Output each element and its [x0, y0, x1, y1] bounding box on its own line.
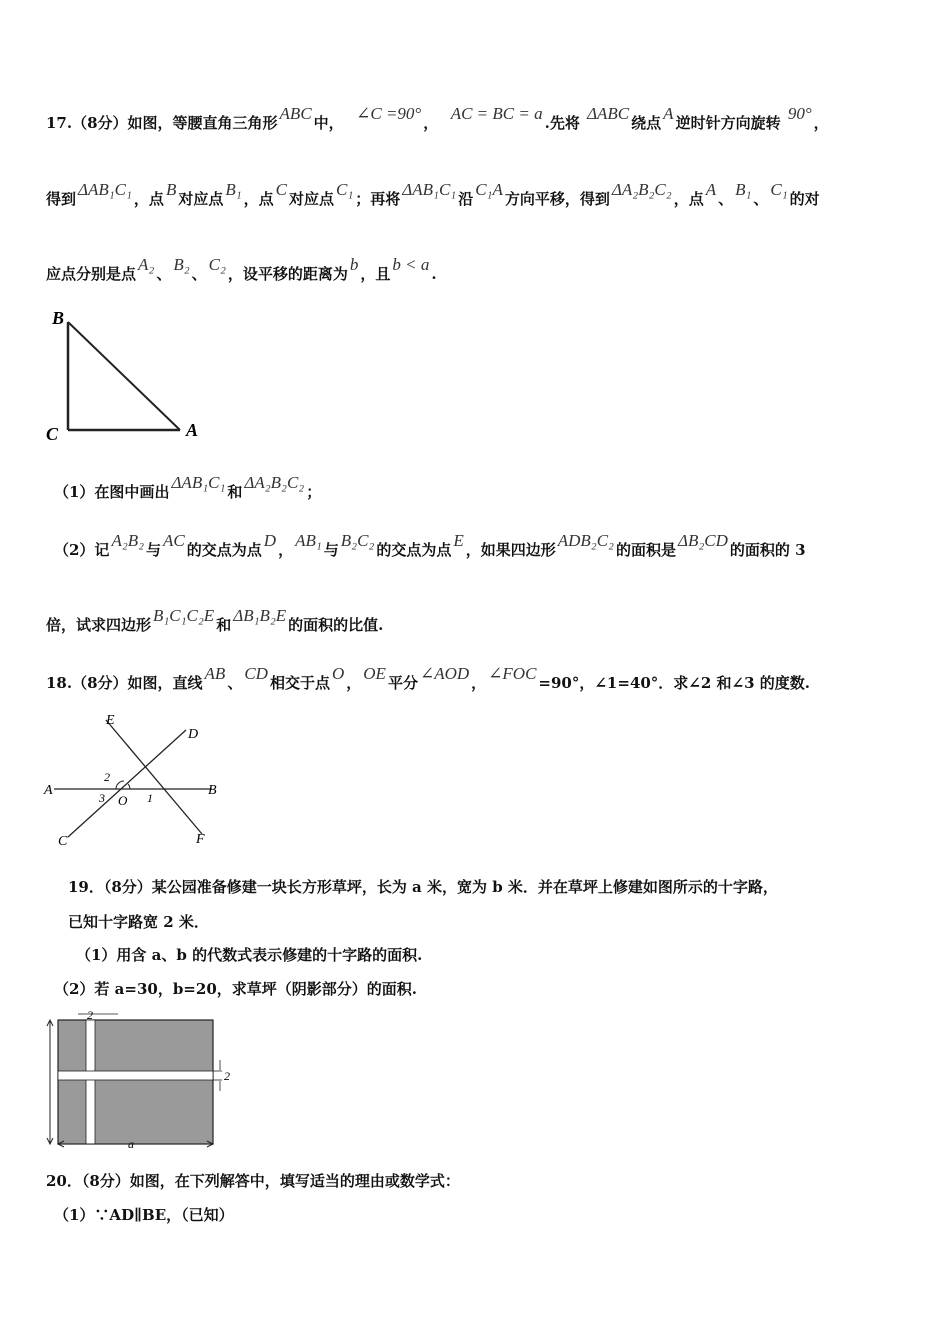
- q19-line1: 19．（8分）某公园准备修建一块长方形草坪，长为 a 米，宽为 b 米．并在草坪上修建如图所示的十字路，: [68, 878, 778, 896]
- label-e: E: [106, 713, 115, 728]
- label-top-2: 2: [87, 1008, 93, 1022]
- lawn-figure: [40, 1008, 250, 1150]
- math: ∠AOD: [419, 664, 470, 683]
- math: E: [453, 531, 464, 550]
- math: B₂: [173, 255, 190, 274]
- math: B₁C₁C₂E: [153, 606, 215, 625]
- math: ΔB₂CD: [678, 531, 728, 550]
- math: B: [165, 180, 177, 199]
- q19-part1: （1）用含 a、b 的代数式表示修建的十字路的面积.: [76, 946, 423, 964]
- math: B₂C₂: [340, 531, 375, 550]
- math: ΔAB₁C₁: [402, 180, 457, 199]
- q20-line1: 20．（8分）如图，在下列解答中，填写适当的理由或数学式：: [46, 1172, 460, 1190]
- math: ΔABC: [587, 104, 630, 123]
- label-1: 1: [147, 791, 153, 805]
- math: ΔAB₁C₁: [78, 180, 132, 199]
- math: CD: [244, 664, 268, 683]
- q18-line1: 18.（8分）如图，直线 AB 、 CD 相交于点 O ， OE 平分 ∠AOD ， ∠FOC =90°，∠1=40°．求∠2 和∠3 的度数.: [46, 664, 810, 692]
- math: A₂B₂: [111, 531, 145, 550]
- math: b: [349, 255, 359, 274]
- math: ΔB₁B₂E: [233, 606, 287, 625]
- triangle-figure: [40, 300, 220, 450]
- q17-line1: 17.（8分）如图，等腰直角三角形 ABC 中， ∠C =90° ， AC = BC = a .先将 ΔABC 绕点 A 逆时针方向旋转 90° ，: [46, 104, 829, 132]
- label-d: D: [188, 727, 199, 742]
- q19-part2: （2）若 a=30，b=20，求草坪（阴影部分）的面积.: [54, 980, 417, 998]
- math: ABC: [279, 104, 312, 123]
- math: ADB₂C₂: [557, 531, 614, 550]
- math: ΔAB₁C₁: [171, 473, 226, 492]
- math: ∠FOC: [488, 664, 537, 683]
- label-a: A: [44, 783, 53, 798]
- q17-part1: （1）在图中画出 ΔAB₁C₁ 和 ΔA₂B₂C₂ ；: [54, 473, 322, 501]
- math: AB: [204, 664, 226, 683]
- label-f: F: [196, 832, 205, 847]
- q17-line3: 应点分别是点 A₂ 、 B₂ 、 C₂ ，设平移的距离为 b ，且 b < a .: [46, 255, 437, 283]
- math: AB₁: [295, 531, 322, 550]
- q19-line2: 已知十字路宽 2 米．: [68, 913, 209, 931]
- q20-part1: （1）∵AD∥BE，（已知）: [54, 1206, 234, 1224]
- math: C₁A: [475, 180, 503, 199]
- math: D: [263, 531, 277, 550]
- label-b: B: [208, 783, 217, 798]
- math: C: [275, 180, 287, 199]
- math: 90°: [787, 104, 812, 123]
- q17-part2-cont: 倍，试求四边形 B₁C₁C₂E 和 ΔB₁B₂E 的面积的比值.: [46, 606, 384, 634]
- label-2: 2: [104, 770, 110, 784]
- label-b: B: [52, 308, 65, 328]
- math: A₂: [138, 255, 155, 274]
- label-c: C: [46, 424, 59, 444]
- math: C₁: [336, 180, 354, 199]
- intersecting-lines-figure: [40, 710, 240, 855]
- math: A: [705, 180, 717, 199]
- math: OE: [363, 664, 386, 683]
- label-3: 3: [99, 791, 105, 805]
- q17-part2: （2）记 A₂B₂ 与 AC 的交点为点 D ， AB₁ 与 B₂C₂ 的交点为点 E ，如果四边形 ADB₂C₂ 的面积是 ΔB₂CD 的面积的 3: [54, 531, 806, 559]
- label-a: a: [128, 1137, 134, 1150]
- math: C₁: [770, 180, 788, 199]
- label-c: C: [58, 834, 68, 849]
- math: AC = BC = a: [450, 104, 543, 123]
- label-b: b: [42, 1069, 48, 1083]
- math: C₂: [208, 255, 226, 274]
- math: ∠C =90°: [356, 104, 422, 123]
- math: ΔA₂B₂C₂: [244, 473, 305, 492]
- label-right-2: 2: [224, 1069, 230, 1083]
- math: B₁: [225, 180, 242, 199]
- label-o: O: [118, 793, 128, 808]
- math: A: [663, 104, 674, 123]
- math: b < a: [392, 255, 430, 274]
- q17-line2: 得到 ΔAB₁C₁ ，点 B 对应点 B₁ ，点 C 对应点 C₁ ；再将 ΔAB₁C₁ 沿 C₁A 方向平移，得到 ΔA₂B₂C₂ ，点 A 、 B₁ 、 C₁ 的对: [46, 180, 820, 208]
- math: B₁: [735, 180, 752, 199]
- math: O: [331, 664, 345, 683]
- math: AC: [163, 531, 185, 550]
- math: ΔA₂B₂C₂: [611, 180, 672, 199]
- label-a: A: [186, 420, 199, 440]
